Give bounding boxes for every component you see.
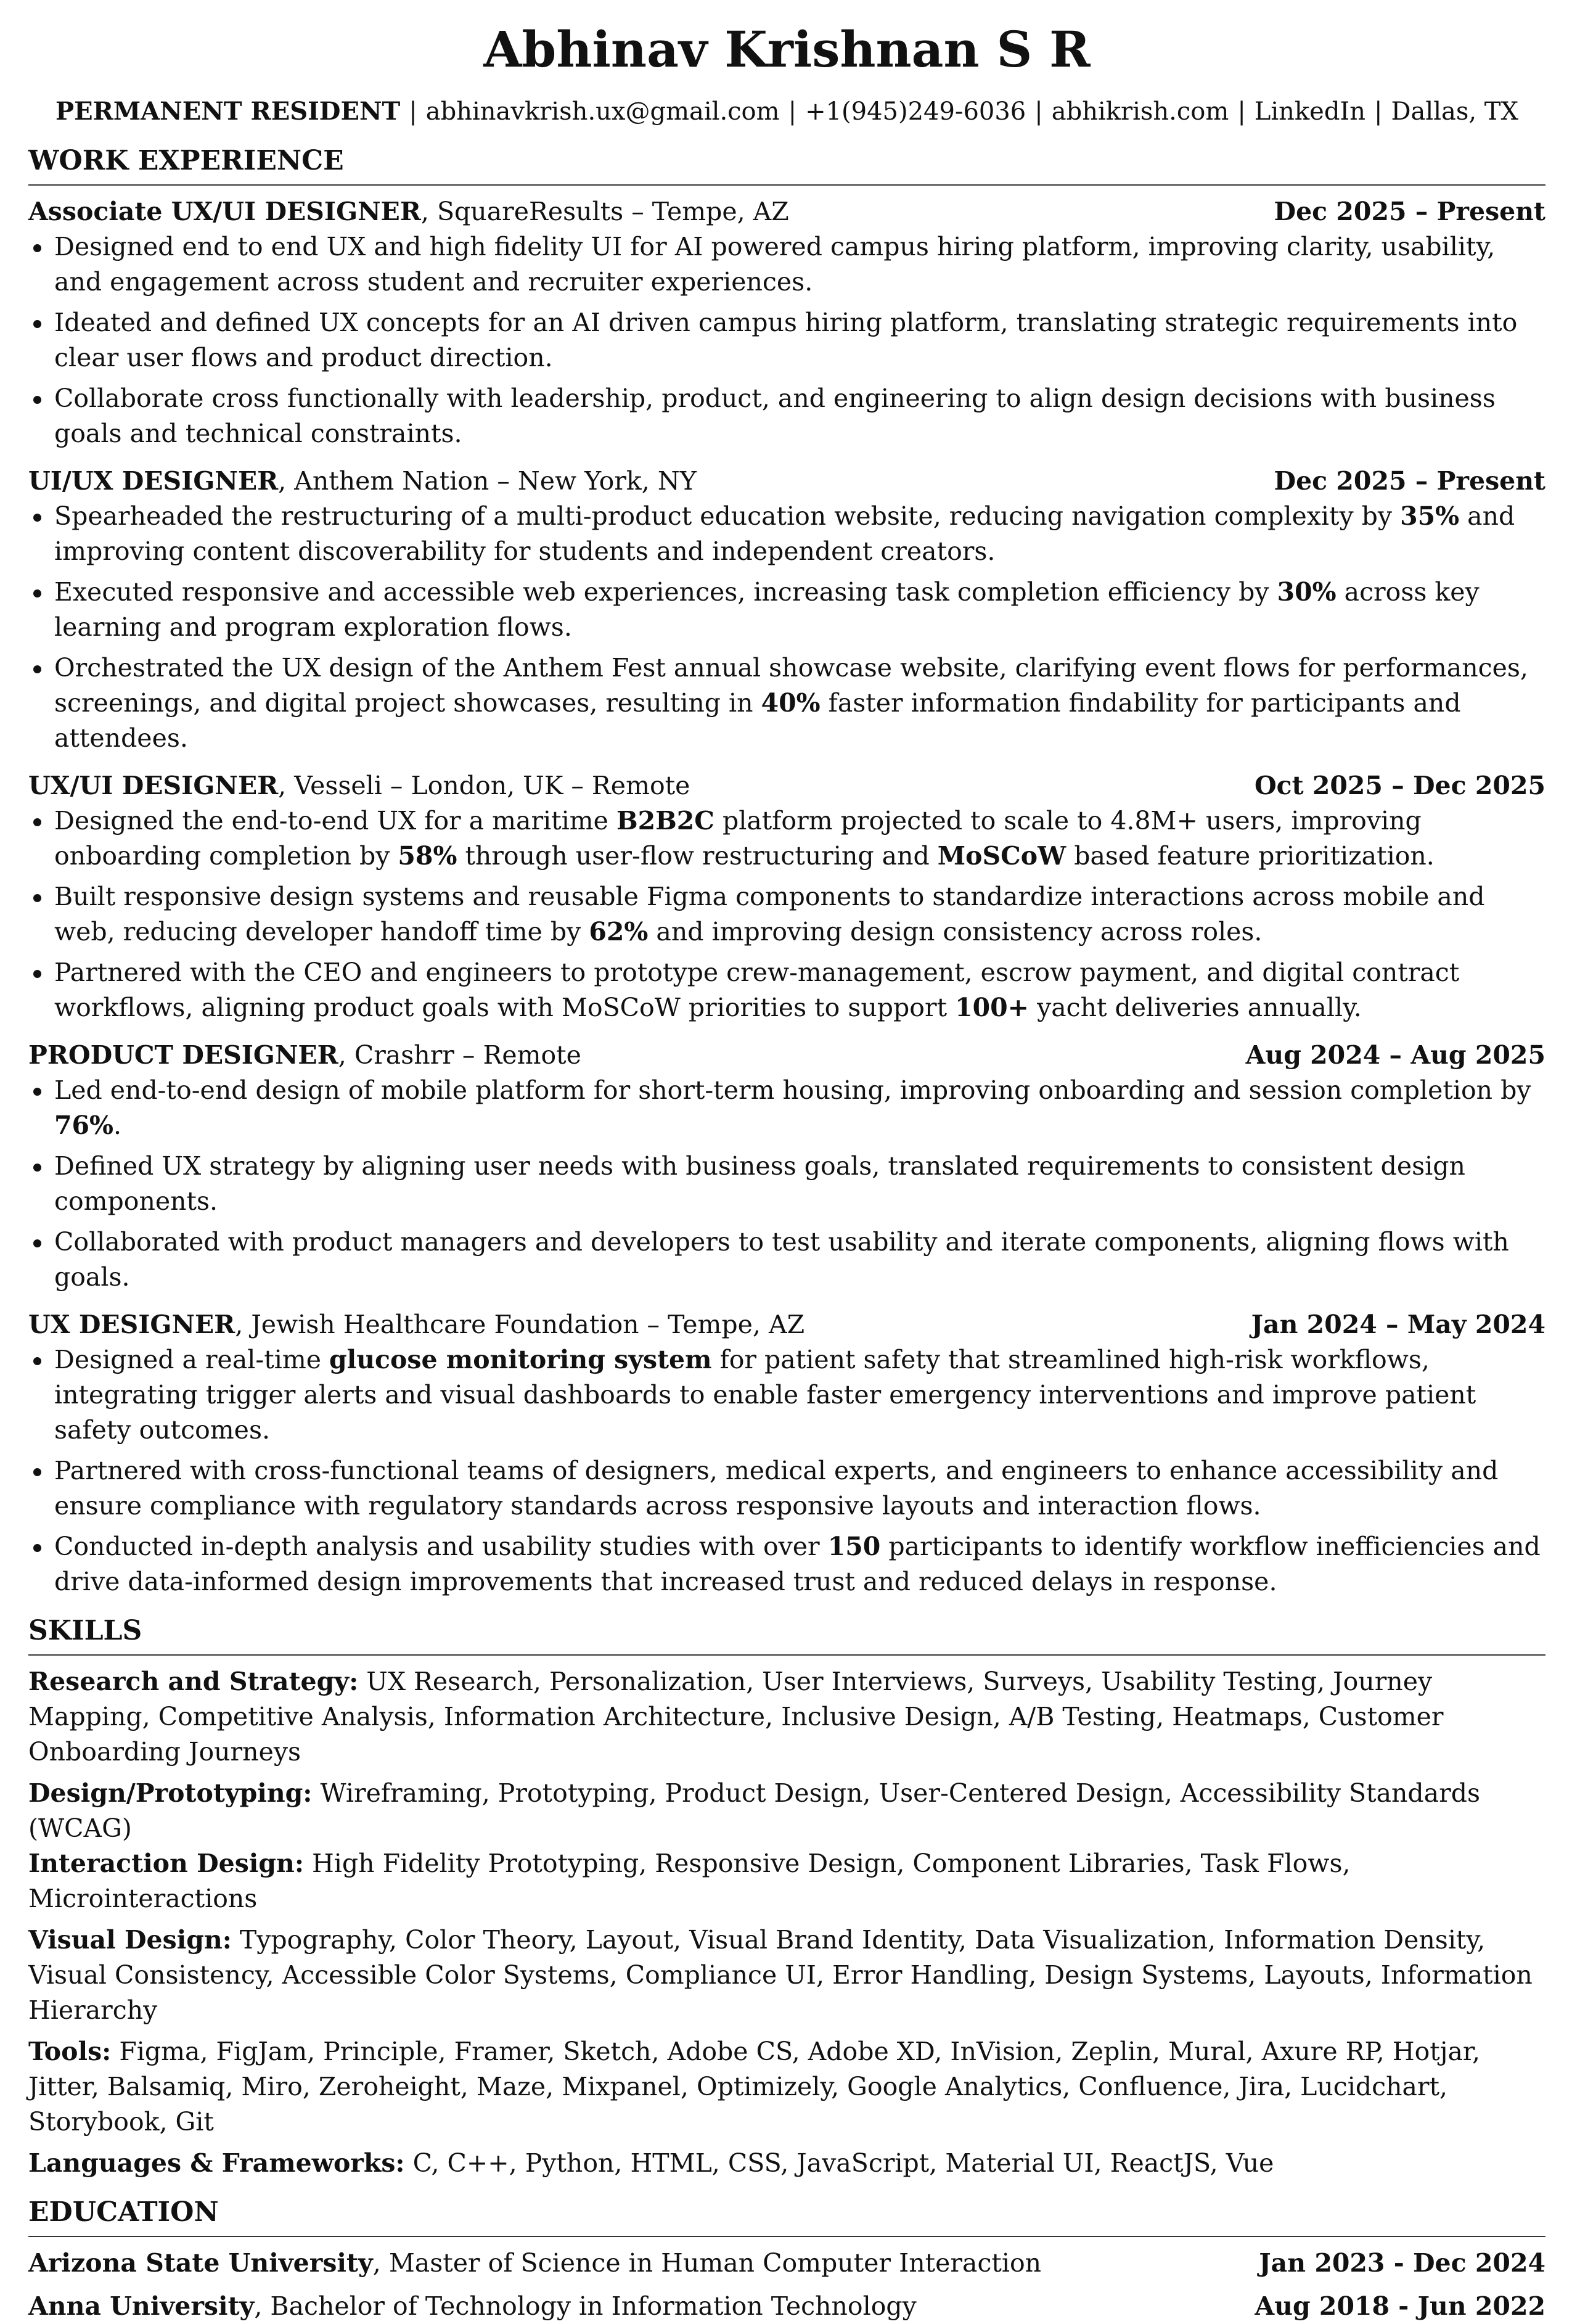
bullet-highlight: 100+ [955, 993, 1030, 1022]
bullet-text: Designed a real-time [54, 1345, 329, 1374]
education-entry [28, 2246, 1545, 2281]
bullet-text: Partnered with the CEO and engineers to prototype crew-management, escrow payment, and digital contract workflows, aligning product goals with MoSCoW priorities to support [54, 958, 1460, 1022]
bullet-text: Executed responsive and accessible web experiences, increasing task completion efficiency by [54, 577, 1277, 607]
contact-line [28, 94, 1545, 129]
job-bullets [28, 1073, 1545, 1295]
skill-values: Figma, FigJam, Principle, Framer, Sketch, Adobe CS, Adobe XD, InVision, Zeplin, Mural, Axure RP, Hotjar, Jitter, Balsamiq, Miro, Zeroheight, Maze, Mixpanel, Optimizely, Google Analytics, Confluence, Jira, Lucidchart, Storybook, Git [28, 2037, 1481, 2137]
bullet-text: Led end-to-end design of mobile platform for short-term housing, improving onboarding and session completion by [54, 1075, 1531, 1105]
education-list [28, 2246, 1545, 2324]
job-dates: Dec 2025 – Present [1274, 466, 1545, 496]
bullet-highlight: B2B2C [616, 806, 714, 836]
bullet-item [28, 229, 1545, 300]
bullet-item [28, 1529, 1545, 1599]
skill-values: Typography, Color Theory, Layout, Visual Brand Identity, Data Visualization, Information Density, Visual Consistency, Accessible Color Systems, Compliance UI, Error Handling, Design Systems, Layouts, Information Hierarchy [28, 1925, 1533, 2025]
job-entry [28, 1038, 1545, 1295]
bullet-item [28, 1453, 1545, 1524]
bullet-text: Conducted in-depth analysis and usability studies with over [54, 1532, 828, 1561]
bullet-item [28, 1225, 1545, 1295]
work-experience-list [28, 194, 1545, 1599]
contact-item: +1(945)249-6036 [805, 97, 1026, 126]
job-title-line [28, 768, 690, 803]
bullet-highlight: MoSCoW [937, 841, 1066, 871]
school-name: Anna University [28, 2291, 255, 2321]
job-dates: Dec 2025 – Present [1274, 197, 1545, 226]
skill-row [28, 1846, 1545, 1916]
job-entry [28, 464, 1545, 756]
skill-category: Interaction Design: [28, 1849, 304, 1878]
skill-row [28, 2146, 1545, 2181]
job-role: UI/UX DESIGNER [28, 466, 279, 496]
job-header [28, 464, 1545, 499]
bullet-text: yacht deliveries annually. [1029, 993, 1362, 1022]
skill-values: C, C++, Python, HTML, CSS, JavaScript, Material UI, ReactJS, Vue [404, 2148, 1274, 2178]
bullet-text: . [113, 1111, 122, 1140]
bullet-text: across key learning and program exploration flows. [54, 577, 1480, 642]
bullet-text: through user-flow restructuring and [457, 841, 938, 871]
job-entry [28, 1307, 1545, 1599]
bullet-highlight: 150 [827, 1532, 881, 1561]
contact-item[interactable]: LinkedIn [1254, 97, 1365, 126]
skill-category: Languages & Frameworks: [28, 2148, 405, 2178]
skill-row [28, 2034, 1545, 2140]
bullet-highlight: 35% [1400, 501, 1460, 531]
job-header [28, 768, 1545, 803]
bullet-highlight: 76% [54, 1111, 114, 1140]
job-entry [28, 194, 1545, 451]
bullet-item [28, 381, 1545, 451]
bullet-highlight: 58% [398, 841, 457, 871]
skill-category: Research and Strategy: [28, 1667, 359, 1696]
skill-row [28, 1664, 1545, 1770]
job-header [28, 194, 1545, 229]
bullet-item [28, 575, 1545, 645]
degree: , Master of Science in Human Computer Interaction [372, 2248, 1042, 2278]
bullet-text: and improving content discoverability for students and independent creators. [54, 501, 1515, 566]
bullet-item [28, 499, 1545, 569]
job-title-line [28, 194, 789, 229]
candidate-name: Abhinav Krishnan S R [483, 20, 1091, 78]
bullet-text: platform projected to scale to 4.8M+ users, improving onboarding completion by [54, 806, 1422, 871]
skill-values: Wireframing, Prototyping, Product Design, User-Centered Design, Accessibility Standards (WCAG) [28, 1778, 1481, 1843]
bullet-item [28, 305, 1545, 376]
education-title-line [28, 2289, 917, 2324]
section-title-skills: SKILLS [28, 1613, 1545, 1656]
job-dates: Oct 2025 – Dec 2025 [1254, 771, 1545, 800]
job-company-location: , Anthem Nation – New York, NY [278, 466, 697, 496]
job-title-line [28, 1038, 581, 1073]
job-dates: Jan 2024 – May 2024 [1251, 1310, 1545, 1339]
school-name: Arizona State University [28, 2248, 373, 2278]
bullet-text: Ideated and defined UX concepts for an AI driven campus hiring platform, translating strategic requirements into clear user flows and product direction. [54, 308, 1518, 372]
section-title-education: EDUCATION [28, 2195, 1545, 2237]
job-dates: Aug 2024 – Aug 2025 [1245, 1040, 1545, 1070]
job-role: UX/UI DESIGNER [28, 771, 279, 800]
bullet-text: Defined UX strategy by aligning user needs with business goals, translated requirements to consistent design components. [54, 1151, 1465, 1216]
job-title-line [28, 464, 697, 499]
job-bullets [28, 1342, 1545, 1599]
contact-separator: | [1237, 97, 1246, 126]
bullet-item [28, 1073, 1545, 1143]
bullet-text: for patient safety that streamlined high-risk workflows, integrating trigger alerts and visual dashboards to enable faster emergency interventions and improve patient safety outcomes. [54, 1345, 1476, 1445]
contact-separator: | [1374, 97, 1383, 126]
job-header [28, 1038, 1545, 1073]
degree: , Bachelor of Technology in Information Technology [254, 2291, 917, 2321]
bullet-text: Collaborate cross functionally with leadership, product, and engineering to align design decisions with business goals and technical constraints. [54, 384, 1496, 448]
bullet-highlight: 30% [1277, 577, 1337, 607]
education-dates: Jan 2023 - Dec 2024 [1259, 2248, 1545, 2278]
job-entry [28, 768, 1545, 1025]
bullet-text: Partnered with cross-functional teams of designers, medical experts, and engineers to enhance accessibility and ensure compliance with regulatory standards across responsive layouts and interaction flows. [54, 1456, 1499, 1521]
job-header [28, 1307, 1545, 1342]
job-bullets [28, 499, 1545, 756]
contact-separator: | [1034, 97, 1043, 126]
contact-item[interactable]: abhinavkrish.ux@gmail.com [425, 97, 780, 126]
skill-category: Tools: [28, 2037, 112, 2066]
bullet-item [28, 1342, 1545, 1448]
contact-item: PERMANENT RESIDENT [55, 97, 401, 126]
education-dates: Aug 2018 - Jun 2022 [1255, 2291, 1545, 2321]
bullet-text: participants to identify workflow inefficiencies and drive data-informed design improvements that increased trust and reduced delays in response. [54, 1532, 1541, 1596]
bullet-text: based feature prioritization. [1066, 841, 1435, 871]
bullet-text: Orchestrated the UX design of the Anthem Fest annual showcase website, clarifying event flows for performances, screenings, and digital project showcases, resulting in [54, 653, 1528, 718]
bullet-text: Designed the end-to-end UX for a maritime [54, 806, 616, 836]
bullet-text: Collaborated with product managers and developers to test usability and iterate components, aligning flows with goals. [54, 1227, 1509, 1292]
contact-separator: | [409, 97, 417, 126]
job-company-location: , Vesseli – London, UK – Remote [278, 771, 690, 800]
contact-item[interactable]: abhikrish.com [1051, 97, 1229, 126]
skill-values: UX Research, Personalization, User Interviews, Surveys, Usability Testing, Journey Mapping, Competitive Analysis, Information Architecture, Inclusive Design, A/B Testing, Heatmaps, Customer Onboarding Journeys [28, 1667, 1444, 1767]
bullet-text: faster information findability for participants and attendees. [54, 688, 1461, 753]
bullet-text: Built responsive design systems and reusable Figma components to standardize interactions across mobile and web, reducing developer handoff time by [54, 882, 1485, 946]
bullet-highlight: 40% [761, 688, 821, 718]
skills-list [28, 1664, 1545, 2181]
skill-row [28, 1923, 1545, 2028]
job-company-location: , Jewish Healthcare Foundation – Tempe, AZ [235, 1310, 805, 1339]
job-role: Associate UX/UI DESIGNER [28, 197, 421, 226]
skill-category: Visual Design: [28, 1925, 232, 1955]
education-entry [28, 2289, 1545, 2324]
job-role: UX DESIGNER [28, 1310, 235, 1339]
job-company-location: , Crashrr – Remote [338, 1040, 581, 1070]
bullet-text: and improving design consistency across roles. [648, 917, 1263, 946]
bullet-item [28, 651, 1545, 756]
bullet-text: Spearheaded the restructuring of a multi-product education website, reducing navigation complexity by [54, 501, 1401, 531]
section-title-work-experience: WORK EXPERIENCE [28, 143, 1545, 186]
bullet-item [28, 803, 1545, 874]
contact-item: Dallas, TX [1391, 97, 1518, 126]
job-title-line [28, 1307, 804, 1342]
bullet-highlight: glucose monitoring system [329, 1345, 712, 1374]
skill-row [28, 1776, 1545, 1846]
bullet-highlight: 62% [589, 917, 649, 946]
job-company-location: , SquareResults – Tempe, AZ [420, 197, 789, 226]
bullet-item [28, 955, 1545, 1025]
education-title-line [28, 2246, 1041, 2281]
skill-category: Design/Prototyping: [28, 1778, 313, 1808]
skill-values: High Fidelity Prototyping, Responsive Design, Component Libraries, Task Flows, Microinteractions [28, 1849, 1351, 1913]
job-role: PRODUCT DESIGNER [28, 1040, 338, 1070]
bullet-item [28, 1149, 1545, 1219]
job-bullets [28, 229, 1545, 451]
bullet-item [28, 879, 1545, 950]
contact-separator: | [788, 97, 797, 126]
bullet-text: Designed end to end UX and high fidelity UI for AI powered campus hiring platform, improving clarity, usability, and engagement across student and recruiter experiences. [54, 232, 1496, 297]
job-bullets [28, 803, 1545, 1025]
